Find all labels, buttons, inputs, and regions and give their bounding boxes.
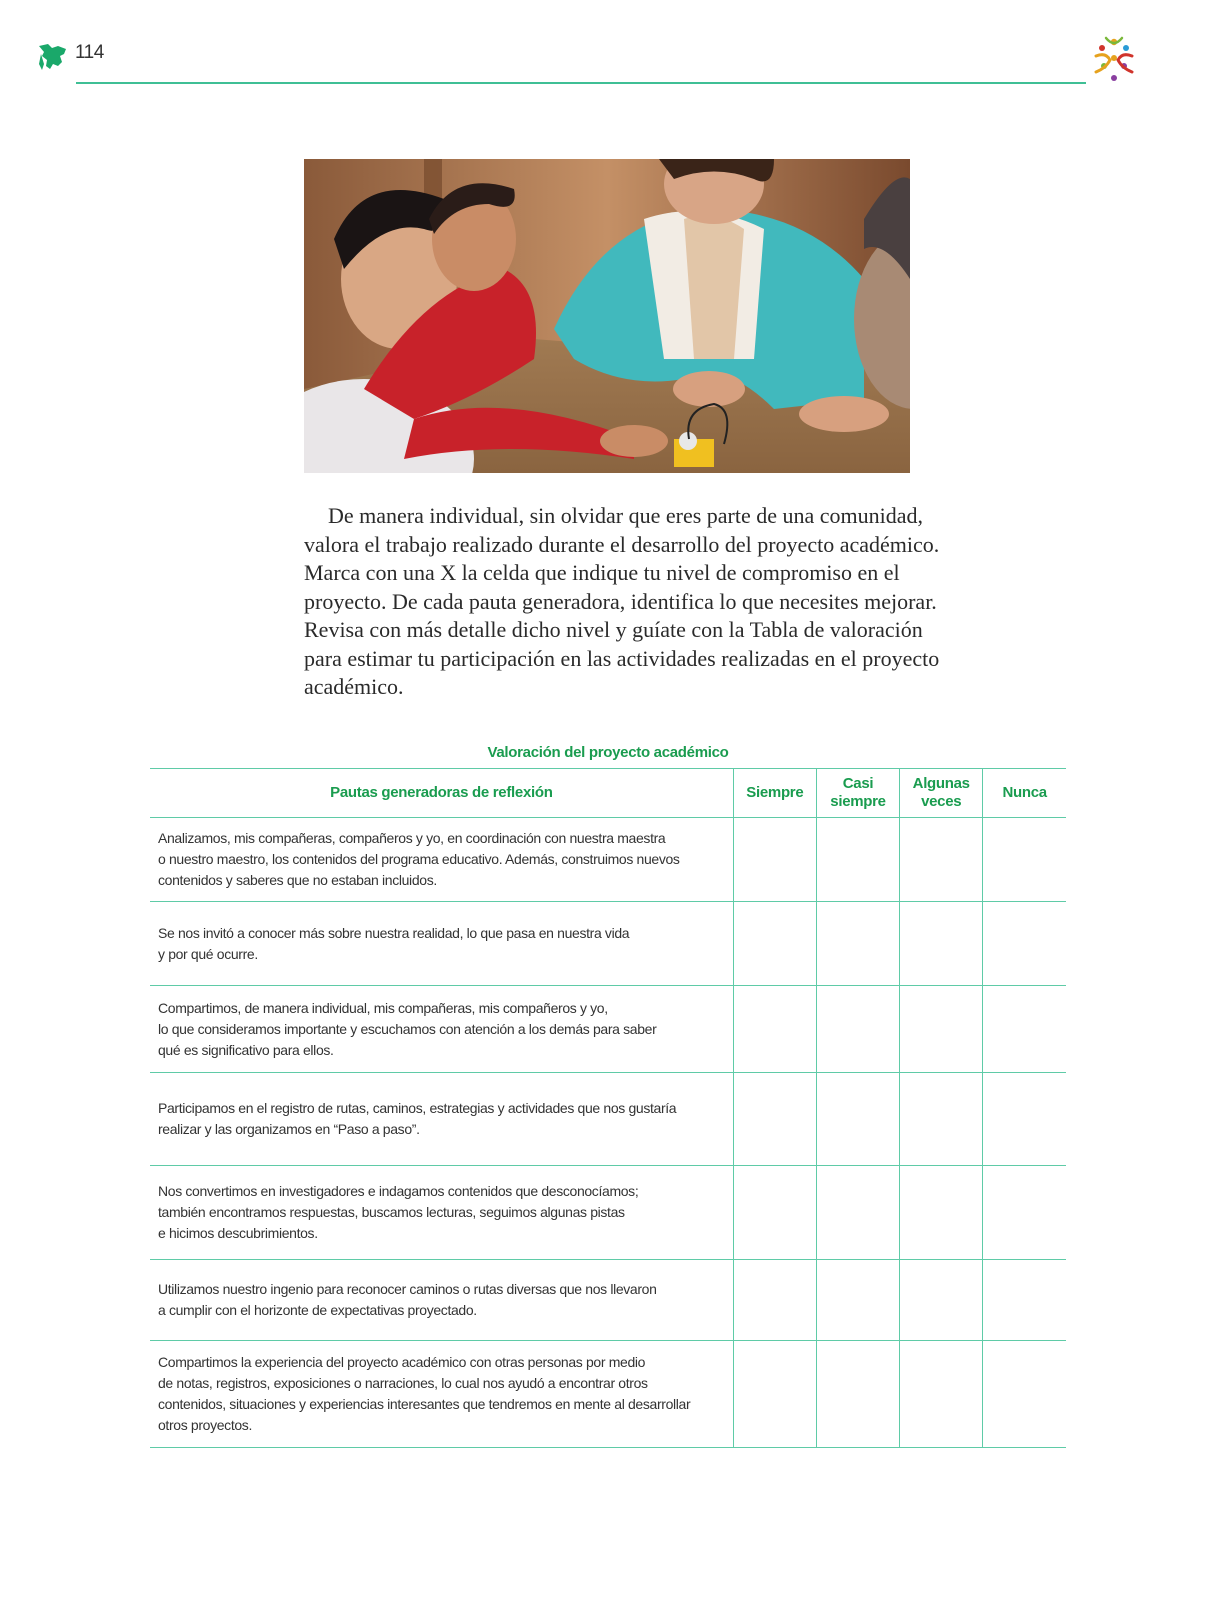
table-row: [150, 1073, 1066, 1166]
table-row: [150, 902, 1066, 986]
cell-almost-always[interactable]: [816, 1073, 899, 1166]
criterion-text: Analizamos, mis compañeras, compañeros y yo, en coordinación con nuestra maestra o nuestro maestro, los contenidos del programa educativo. Además, construimos nuevos contenidos y saberes que no estaban incluidos.: [150, 818, 733, 902]
cell-sometimes[interactable]: [900, 902, 983, 986]
cell-never[interactable]: [983, 1166, 1066, 1260]
header-sometimes: Algunas veces: [900, 769, 983, 818]
page-number: 114: [75, 42, 104, 63]
cell-almost-always[interactable]: [816, 902, 899, 986]
cell-sometimes[interactable]: [900, 986, 983, 1073]
cell-always[interactable]: [733, 902, 816, 986]
criterion-text: Nos convertimos en investigadores e indagamos contenidos que desconocíamos; también encontramos respuestas, buscamos lecturas, seguimos algunas pistas e hicimos descubrimientos.: [150, 1166, 733, 1260]
criterion-text: Compartimos la experiencia del proyecto académico con otras personas por medio de notas, registros, exposiciones o narraciones, lo cual nos ayudó a encontrar otros contenidos, situaciones y experiencias interesantes que tendremos en mente al desarrollar otros proyectos.: [150, 1341, 733, 1448]
table-row: [150, 986, 1066, 1073]
criterion-text: Participamos en el registro de rutas, caminos, estrategias y actividades que nos gustaría realizar y las organizamos en “Paso a paso”.: [150, 1073, 733, 1166]
mexico-map-icon: [36, 40, 70, 74]
cell-never[interactable]: [983, 986, 1066, 1073]
table-title: Valoración del proyecto académico: [487, 744, 729, 761]
header-rule: [76, 82, 1086, 84]
cell-never[interactable]: [983, 1260, 1066, 1341]
cell-always[interactable]: [733, 818, 816, 902]
table-row: [150, 1341, 1066, 1448]
criterion-text: Se nos invitó a conocer más sobre nuestra realidad, lo que pasa en nuestra vida y por qué ocurre.: [150, 902, 733, 986]
criterion-text: Compartimos, de manera individual, mis compañeras, mis compañeros y yo, lo que consideramos importante y escuchamos con atención a los demás para saber qué es significativo para ellos.: [150, 986, 733, 1073]
cell-always[interactable]: [733, 1166, 816, 1260]
header-never: Nunca: [983, 769, 1066, 818]
cell-always[interactable]: [733, 1341, 816, 1448]
table-row: [150, 1166, 1066, 1260]
cell-almost-always[interactable]: [816, 1260, 899, 1341]
cell-sometimes[interactable]: [900, 818, 983, 902]
cell-almost-always[interactable]: [816, 986, 899, 1073]
header-criteria: Pautas generadoras de reflexión: [150, 769, 733, 818]
cell-always[interactable]: [733, 1260, 816, 1341]
cell-never[interactable]: [983, 818, 1066, 902]
cell-never[interactable]: [983, 1341, 1066, 1448]
cell-never[interactable]: [983, 902, 1066, 986]
header-always: Siempre: [733, 769, 816, 818]
cell-almost-always[interactable]: [816, 1341, 899, 1448]
cell-sometimes[interactable]: [900, 1166, 983, 1260]
cell-always[interactable]: [733, 986, 816, 1073]
criterion-text: Utilizamos nuestro ingenio para reconocer caminos o rutas diversas que nos llevaron a cumplir con el horizonte de expectativas proyectado.: [150, 1260, 733, 1341]
cell-almost-always[interactable]: [816, 1166, 899, 1260]
cell-never[interactable]: [983, 1073, 1066, 1166]
table-row: [150, 818, 1066, 902]
table-row: [150, 1260, 1066, 1341]
cell-sometimes[interactable]: [900, 1073, 983, 1166]
cell-almost-always[interactable]: [816, 818, 899, 902]
evaluation-table: [150, 768, 1066, 1448]
cell-always[interactable]: [733, 1073, 816, 1166]
header-almost-always: Casi siempre: [816, 769, 899, 818]
instructions-paragraph: De manera individual, sin olvidar que eres parte de una comunidad, valora el trabajo realizado durante el desarrollo del proyecto académico. Marca con una X la celda que indique tu nivel de compromiso en el proyecto. De cada pauta generadora, identifica lo que necesites mejorar. Revisa con más detalle dicho nivel y guíate con la Tabla de valoración para estimar tu participación en las actividades realizadas en el proyecto académico.: [304, 503, 940, 699]
community-logo-icon: [1088, 34, 1140, 86]
table-header-row: [150, 769, 1066, 818]
cell-sometimes[interactable]: [900, 1260, 983, 1341]
students-photo: [304, 159, 910, 473]
cell-sometimes[interactable]: [900, 1341, 983, 1448]
